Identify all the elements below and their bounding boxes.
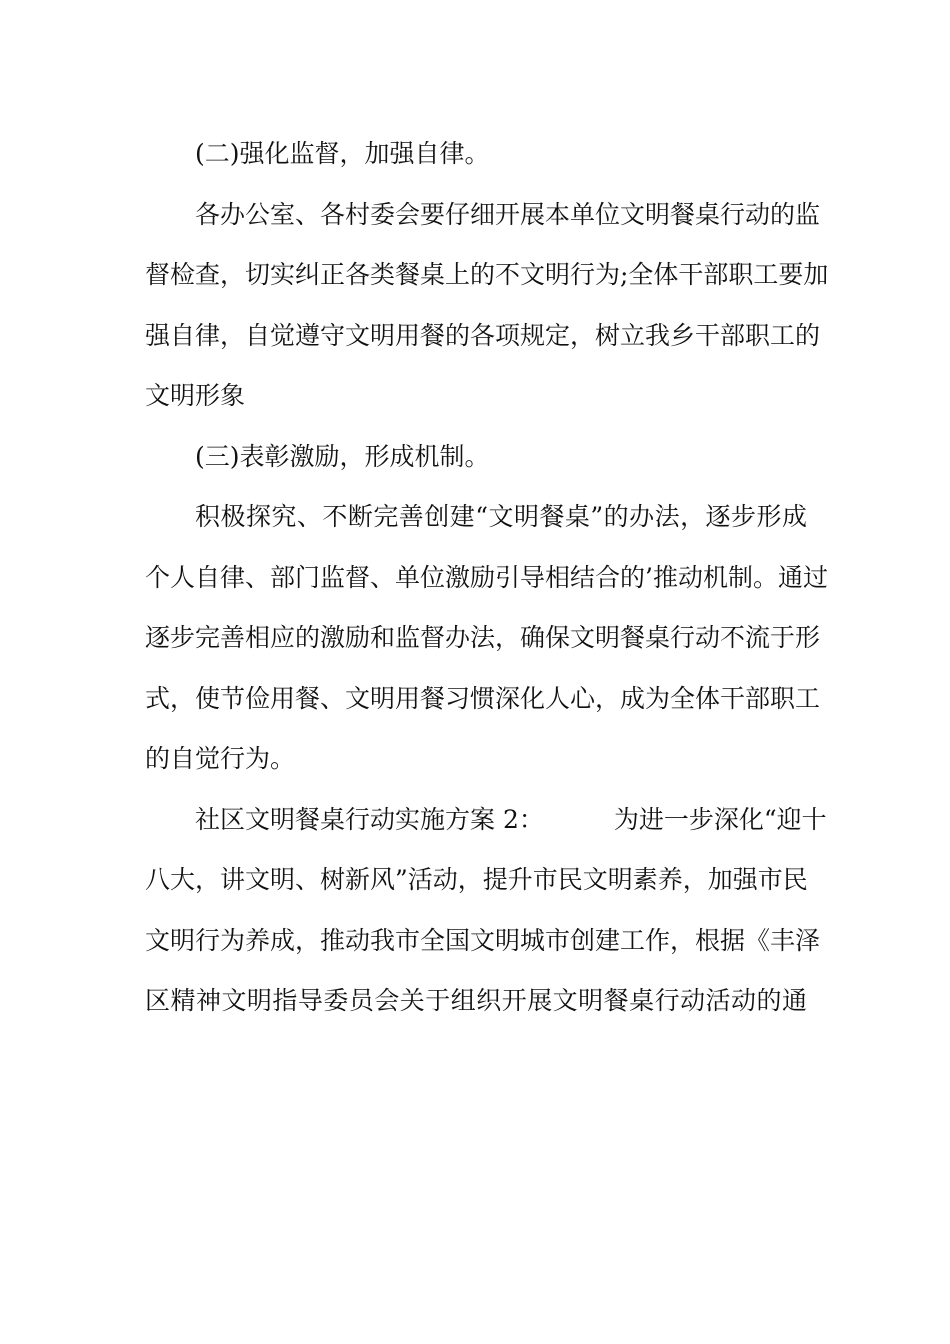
text-line: (三)表彰激励，形成机制。 bbox=[195, 441, 490, 471]
section-heading-supervision bbox=[145, 124, 807, 185]
paragraph-incentive bbox=[145, 487, 828, 790]
text-line: 文明行为养成，推动我市全国文明城市创建工作，根据《丰泽 bbox=[145, 925, 821, 955]
document-body bbox=[145, 124, 829, 1032]
section-heading-incentive bbox=[145, 427, 807, 488]
text-line: 八大，讲文明、树新风”活动，提升市民文明素养，加强市民 bbox=[145, 865, 808, 894]
text-line: (二)强化监督，加强自律。 bbox=[195, 139, 490, 168]
text-line: 的自觉行为。 bbox=[145, 744, 296, 773]
text-line bbox=[145, 790, 827, 851]
text-line: 个人自律、部门监督、单位激励引导相结合的’推动机制。通过 bbox=[145, 562, 828, 592]
paragraph-plan-2 bbox=[145, 790, 827, 1032]
paragraph-supervision bbox=[145, 185, 829, 427]
text-line: 文明形象 bbox=[145, 381, 246, 410]
text-line: 督检查，切实纠正各类餐桌上的不文明行为;全体干部职工要加 bbox=[145, 260, 829, 289]
text-line: 积极探究、不断完善创建“文明餐桌”的办法，逐步形成 bbox=[195, 502, 807, 531]
text-line: 区精神文明指导委员会关于组织开展文明餐桌行动活动的通 bbox=[145, 986, 807, 1015]
plan-title: 社区文明餐桌行动实施方案 2： bbox=[195, 804, 544, 834]
text-line: 式，使节俭用餐、文明用餐习惯深化人心，成为全体干部职工 bbox=[145, 683, 821, 713]
text-line: 各办公室、各村委会要仔细开展本单位文明餐桌行动的监 bbox=[195, 199, 821, 229]
text-line: 强自律，自觉遵守文明用餐的各项规定，树立我乡干部职工的 bbox=[145, 320, 821, 350]
text-line: 逐步完善相应的激励和监督办法，确保文明餐桌行动不流于形 bbox=[145, 623, 821, 652]
plan-intro: 为进一步深化“迎十 bbox=[613, 804, 827, 834]
